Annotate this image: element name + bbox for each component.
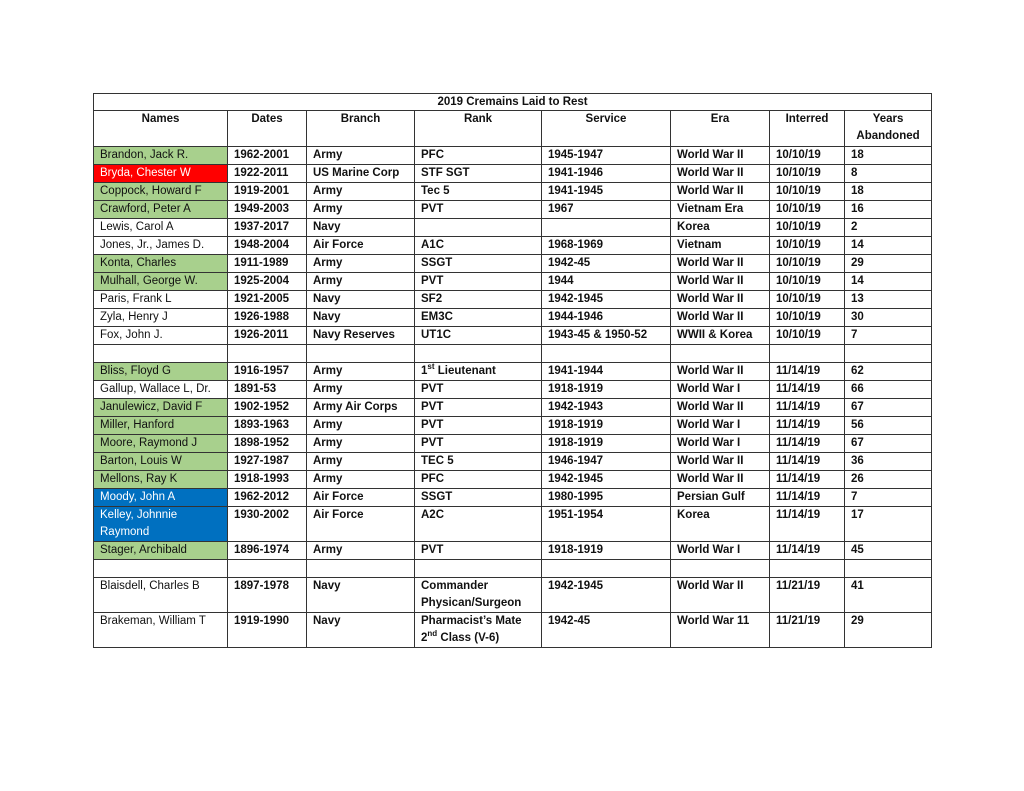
name-cell: Zyla, Henry J: [94, 309, 228, 327]
service-cell: 1945-1947: [542, 147, 671, 165]
name-cell: Moore, Raymond J: [94, 435, 228, 453]
service-cell: 1942-1945: [542, 578, 671, 613]
interred-cell: 11/14/19: [770, 417, 845, 435]
branch-cell: Army: [307, 363, 415, 381]
table-row: [94, 417, 932, 435]
dates-cell: 1896-1974: [228, 542, 307, 560]
service-cell: 1942-1945: [542, 291, 671, 309]
branch-cell: Navy: [307, 309, 415, 327]
empty-cell: [671, 345, 770, 363]
interred-cell: 11/14/19: [770, 453, 845, 471]
dates-cell: 1962-2001: [228, 147, 307, 165]
service-cell: 1944-1946: [542, 309, 671, 327]
era-cell: Korea: [671, 219, 770, 237]
era-cell: World War II: [671, 578, 770, 613]
years-abandoned-cell: 7: [845, 489, 932, 507]
name-cell: Lewis, Carol A: [94, 219, 228, 237]
era-cell: World War II: [671, 399, 770, 417]
table-row: [94, 471, 932, 489]
branch-cell: Air Force: [307, 237, 415, 255]
years-abandoned-cell: 14: [845, 273, 932, 291]
rank-cell: SSGT: [415, 255, 542, 273]
branch-cell: Army: [307, 201, 415, 219]
service-cell: 1968-1969: [542, 237, 671, 255]
rank-cell: Tec 5: [415, 183, 542, 201]
years-abandoned-cell: 18: [845, 183, 932, 201]
table-row: [94, 507, 932, 542]
rank-cell: PFC: [415, 147, 542, 165]
rank-cell: Pharmacist’s Mate 2nd Class (V-6): [415, 613, 542, 648]
rank-cell: PVT: [415, 399, 542, 417]
table-row: [94, 183, 932, 201]
era-cell: Korea: [671, 507, 770, 542]
era-cell: World War II: [671, 309, 770, 327]
empty-cell: [228, 345, 307, 363]
rank-cell: A2C: [415, 507, 542, 542]
service-cell: 1918-1919: [542, 417, 671, 435]
era-cell: World War I: [671, 435, 770, 453]
dates-cell: 1891-53: [228, 381, 307, 399]
years-abandoned-cell: 8: [845, 165, 932, 183]
service-cell: 1942-45: [542, 613, 671, 648]
table-row: [94, 273, 932, 291]
interred-cell: 10/10/19: [770, 237, 845, 255]
empty-cell: [845, 345, 932, 363]
dates-cell: 1893-1963: [228, 417, 307, 435]
branch-cell: Navy Reserves: [307, 327, 415, 345]
branch-cell: Army: [307, 453, 415, 471]
table-row: [94, 453, 932, 471]
table-row: [94, 219, 932, 237]
rank-cell: PVT: [415, 273, 542, 291]
table-row: [94, 542, 932, 560]
branch-cell: US Marine Corp: [307, 165, 415, 183]
service-cell: 1941-1946: [542, 165, 671, 183]
era-cell: World War II: [671, 183, 770, 201]
name-cell: Barton, Louis W: [94, 453, 228, 471]
rank-cell: UT1C: [415, 327, 542, 345]
dates-cell: 1930-2002: [228, 507, 307, 542]
name-cell: Brakeman, William T: [94, 613, 228, 648]
rank-cell: PVT: [415, 435, 542, 453]
years-abandoned-cell: 14: [845, 237, 932, 255]
dates-cell: 1926-1988: [228, 309, 307, 327]
years-abandoned-cell: 67: [845, 435, 932, 453]
empty-cell: [307, 560, 415, 578]
dates-cell: 1925-2004: [228, 273, 307, 291]
name-cell: Miller, Hanford: [94, 417, 228, 435]
interred-cell: 11/21/19: [770, 613, 845, 648]
years-abandoned-cell: 56: [845, 417, 932, 435]
name-cell: Mellons, Ray K: [94, 471, 228, 489]
branch-cell: Army Air Corps: [307, 399, 415, 417]
interred-cell: 10/10/19: [770, 327, 845, 345]
name-cell: Bliss, Floyd G: [94, 363, 228, 381]
years-abandoned-cell: 13: [845, 291, 932, 309]
branch-cell: Navy: [307, 291, 415, 309]
interred-cell: 10/10/19: [770, 201, 845, 219]
service-cell: 1946-1947: [542, 453, 671, 471]
branch-cell: Army: [307, 273, 415, 291]
years-abandoned-cell: 2: [845, 219, 932, 237]
table-row: [94, 489, 932, 507]
name-cell: Stager, Archibald: [94, 542, 228, 560]
branch-cell: Navy: [307, 578, 415, 613]
table-row: [94, 435, 932, 453]
rank-cell: PFC: [415, 471, 542, 489]
header-names: Names: [94, 111, 228, 147]
table-row: [94, 578, 932, 613]
service-cell: 1918-1919: [542, 381, 671, 399]
era-cell: World War I: [671, 417, 770, 435]
title-row: [94, 94, 932, 111]
header-interred: Interred: [770, 111, 845, 147]
dates-cell: 1919-2001: [228, 183, 307, 201]
table-row: [94, 363, 932, 381]
era-cell: World War I: [671, 542, 770, 560]
empty-cell: [415, 560, 542, 578]
service-cell: 1918-1919: [542, 435, 671, 453]
name-cell: Janulewicz, David F: [94, 399, 228, 417]
interred-cell: 10/10/19: [770, 273, 845, 291]
name-cell: Paris, Frank L: [94, 291, 228, 309]
rank-cell: TEC 5: [415, 453, 542, 471]
rank-cell: SF2: [415, 291, 542, 309]
era-cell: WWII & Korea: [671, 327, 770, 345]
era-cell: World War II: [671, 147, 770, 165]
interred-cell: 11/14/19: [770, 489, 845, 507]
years-abandoned-cell: 18: [845, 147, 932, 165]
years-abandoned-cell: 45: [845, 542, 932, 560]
name-cell: Coppock, Howard F: [94, 183, 228, 201]
interred-cell: 10/10/19: [770, 291, 845, 309]
header-branch: Branch: [307, 111, 415, 147]
years-abandoned-cell: 16: [845, 201, 932, 219]
dates-cell: 1937-2017: [228, 219, 307, 237]
empty-cell: [542, 560, 671, 578]
table-row: [94, 147, 932, 165]
era-cell: World War II: [671, 291, 770, 309]
rank-cell: SSGT: [415, 489, 542, 507]
table-row: [94, 327, 932, 345]
service-cell: 1918-1919: [542, 542, 671, 560]
cremains-table: [93, 93, 932, 648]
era-cell: World War II: [671, 363, 770, 381]
table-row: [94, 399, 932, 417]
empty-cell: [228, 560, 307, 578]
interred-cell: 11/14/19: [770, 399, 845, 417]
rank-cell: PVT: [415, 542, 542, 560]
header-service: Service: [542, 111, 671, 147]
service-cell: 1951-1954: [542, 507, 671, 542]
empty-cell: [415, 345, 542, 363]
dates-cell: 1898-1952: [228, 435, 307, 453]
table-row: [94, 309, 932, 327]
years-abandoned-cell: 67: [845, 399, 932, 417]
service-cell: 1941-1944: [542, 363, 671, 381]
branch-cell: Navy: [307, 219, 415, 237]
era-cell: World War II: [671, 165, 770, 183]
era-cell: World War II: [671, 255, 770, 273]
rank-cell: Commander Physican/Surgeon: [415, 578, 542, 613]
service-cell: 1942-1943: [542, 399, 671, 417]
interred-cell: 10/10/19: [770, 147, 845, 165]
rank-cell: EM3C: [415, 309, 542, 327]
interred-cell: 11/14/19: [770, 435, 845, 453]
dates-cell: 1897-1978: [228, 578, 307, 613]
branch-cell: Army: [307, 542, 415, 560]
service-cell: 1944: [542, 273, 671, 291]
dates-cell: 1911-1989: [228, 255, 307, 273]
empty-cell: [94, 345, 228, 363]
table-row: [94, 255, 932, 273]
dates-cell: 1962-2012: [228, 489, 307, 507]
branch-cell: Navy: [307, 613, 415, 648]
header-years-abandoned: Years Abandoned: [845, 111, 932, 147]
branch-cell: Army: [307, 471, 415, 489]
name-cell: Jones, Jr., James D.: [94, 237, 228, 255]
empty-cell: [307, 345, 415, 363]
interred-cell: 10/10/19: [770, 183, 845, 201]
era-cell: Vietnam Era: [671, 201, 770, 219]
years-abandoned-cell: 26: [845, 471, 932, 489]
years-abandoned-cell: 29: [845, 613, 932, 648]
branch-cell: Army: [307, 183, 415, 201]
interred-cell: 11/14/19: [770, 542, 845, 560]
empty-cell: [542, 345, 671, 363]
dates-cell: 1918-1993: [228, 471, 307, 489]
era-cell: World War II: [671, 471, 770, 489]
rank-cell: 1st Lieutenant: [415, 363, 542, 381]
empty-cell: [94, 560, 228, 578]
years-abandoned-cell: 36: [845, 453, 932, 471]
name-cell: Konta, Charles: [94, 255, 228, 273]
name-cell: Bryda, Chester W: [94, 165, 228, 183]
rank-cell: PVT: [415, 381, 542, 399]
dates-cell: 1948-2004: [228, 237, 307, 255]
service-cell: 1943-45 & 1950-52: [542, 327, 671, 345]
era-cell: World War I: [671, 381, 770, 399]
header-rank: Rank: [415, 111, 542, 147]
name-cell: Fox, John J.: [94, 327, 228, 345]
name-cell: Moody, John A: [94, 489, 228, 507]
interred-cell: 11/14/19: [770, 471, 845, 489]
interred-cell: 11/14/19: [770, 381, 845, 399]
dates-cell: 1922-2011: [228, 165, 307, 183]
table-title: 2019 Cremains Laid to Rest: [94, 94, 932, 111]
branch-cell: Air Force: [307, 507, 415, 542]
name-cell: Blaisdell, Charles B: [94, 578, 228, 613]
rank-cell: STF SGT: [415, 165, 542, 183]
table-body: [94, 147, 932, 648]
name-cell: Kelley, Johnnie Raymond: [94, 507, 228, 542]
table-row: [94, 165, 932, 183]
dates-cell: 1921-2005: [228, 291, 307, 309]
spacer-row: [94, 560, 932, 578]
interred-cell: 10/10/19: [770, 255, 845, 273]
name-cell: Brandon, Jack R.: [94, 147, 228, 165]
name-cell: Gallup, Wallace L, Dr.: [94, 381, 228, 399]
dates-cell: 1916-1957: [228, 363, 307, 381]
interred-cell: 10/10/19: [770, 219, 845, 237]
service-cell: 1942-45: [542, 255, 671, 273]
header-era: Era: [671, 111, 770, 147]
years-abandoned-cell: 29: [845, 255, 932, 273]
table-row: [94, 201, 932, 219]
interred-cell: 11/21/19: [770, 578, 845, 613]
era-cell: World War II: [671, 453, 770, 471]
header-dates: Dates: [228, 111, 307, 147]
years-abandoned-cell: 41: [845, 578, 932, 613]
empty-cell: [845, 560, 932, 578]
years-abandoned-cell: 30: [845, 309, 932, 327]
dates-cell: 1949-2003: [228, 201, 307, 219]
empty-cell: [770, 345, 845, 363]
interred-cell: 11/14/19: [770, 363, 845, 381]
service-cell: 1942-1945: [542, 471, 671, 489]
dates-cell: 1919-1990: [228, 613, 307, 648]
table-row: [94, 613, 932, 648]
service-cell: 1967: [542, 201, 671, 219]
spacer-row: [94, 345, 932, 363]
dates-cell: 1902-1952: [228, 399, 307, 417]
rank-cell: [415, 219, 542, 237]
era-cell: Persian Gulf: [671, 489, 770, 507]
service-cell: 1941-1945: [542, 183, 671, 201]
era-cell: World War II: [671, 273, 770, 291]
rank-cell: A1C: [415, 237, 542, 255]
rank-cell: PVT: [415, 417, 542, 435]
empty-cell: [671, 560, 770, 578]
interred-cell: 11/14/19: [770, 507, 845, 542]
era-cell: Vietnam: [671, 237, 770, 255]
name-cell: Crawford, Peter A: [94, 201, 228, 219]
years-abandoned-cell: 17: [845, 507, 932, 542]
branch-cell: Army: [307, 435, 415, 453]
dates-cell: 1927-1987: [228, 453, 307, 471]
table-row: [94, 237, 932, 255]
name-cell: Mulhall, George W.: [94, 273, 228, 291]
branch-cell: Air Force: [307, 489, 415, 507]
rank-cell: PVT: [415, 201, 542, 219]
service-cell: 1980-1995: [542, 489, 671, 507]
era-cell: World War 11: [671, 613, 770, 648]
header-row: [94, 111, 932, 147]
years-abandoned-cell: 66: [845, 381, 932, 399]
branch-cell: Army: [307, 381, 415, 399]
dates-cell: 1926-2011: [228, 327, 307, 345]
branch-cell: Army: [307, 147, 415, 165]
interred-cell: 10/10/19: [770, 309, 845, 327]
branch-cell: Army: [307, 255, 415, 273]
service-cell: [542, 219, 671, 237]
table-row: [94, 381, 932, 399]
years-abandoned-cell: 62: [845, 363, 932, 381]
branch-cell: Army: [307, 417, 415, 435]
interred-cell: 10/10/19: [770, 165, 845, 183]
empty-cell: [770, 560, 845, 578]
years-abandoned-cell: 7: [845, 327, 932, 345]
table-row: [94, 291, 932, 309]
